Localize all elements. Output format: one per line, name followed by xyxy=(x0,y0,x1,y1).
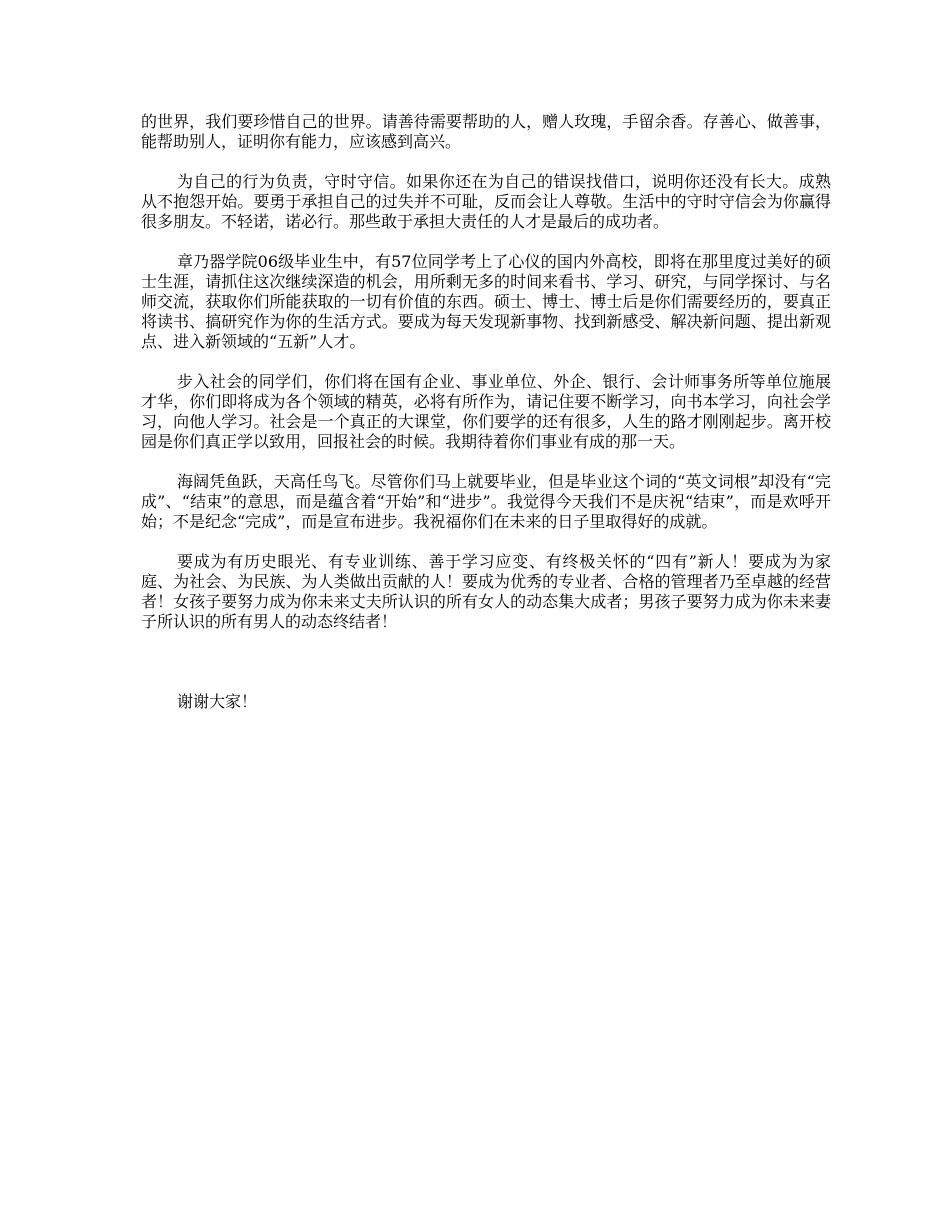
paragraph-continued: 的世界，我们要珍惜自己的世界。请善待需要帮助的人，赠人玫瑰，手留余香。存善心、做善事，能帮助别人，证明你有能力，应该感到高兴。 xyxy=(141,112,831,151)
paragraph-entering-society: 步入社会的同学们，你们将在国有企业、事业单位、外企、银行、会计师事务所等单位施展才华，你们即将成为各个领域的精英，必将有所作为，请记住要不断学习，向书本学习，向社会学习，向他人学习。社会是一个真正的大课堂，你们要学的还有很多，人生的路才刚刚起步。离开校园是你们真正学以致用，回报社会的时候。我期待着你们事业有成的那一天。 xyxy=(141,372,831,451)
document-body xyxy=(141,112,831,732)
paragraph-new-beginning: 海阔凭鱼跃，天高任鸟飞。尽管你们马上就要毕业，但是毕业这个词的“英文词根”却没有“完成”、“结束”的意思，而是蕴含着“开始”和“进步”。我觉得今天我们不是庆祝“结束”，而是欢呼开始；不是纪念“完成”，而是宣布进步。我祝福你们在未来的日子里取得好的成就。 xyxy=(141,472,831,531)
paragraph-aspirations: 要成为有历史眼光、有专业训练、善于学习应变、有终极关怀的“四有”新人！要成为为家庭、为社会、为民族、为人类做出贡献的人！要成为优秀的专业者、合格的管理者乃至卓越的经营者！女孩子要努力成为你未来丈夫所认识的所有女人的动态集大成者；男孩子要努力成为你未来妻子所认识的所有男人的动态终结者！ xyxy=(141,552,831,631)
closing-thanks: 谢谢大家！ xyxy=(177,692,258,711)
paragraph-responsibility: 为自己的行为负责，守时守信。如果你还在为自己的错误找借口，说明你还没有长大。成熟从不抱怨开始。要勇于承担自己的过失并不可耻，反而会让人尊敬。生活中的守时守信会为你赢得很多朋友。不轻诺，诺必行。那些敢于承担大责任的人才是最后的成功者。 xyxy=(141,172,831,231)
paragraph-graduate-study: 章乃器学院06级毕业生中，有57位同学考上了心仪的国内外高校，即将在那里度过美好的硕士生涯，请抓住这次继续深造的机会，用所剩无多的时间来看书、学习、研究，与同学探讨、与名师交流，获取你们所能获取的一切有价值的东西。硕士、博士、博士后是你们需要经历的，要真正将读书、搞研究作为你的生活方式。要成为每天发现新事物、找到新感受、解决新问题、提出新观点、进入新领域的“五新”人才。 xyxy=(141,252,831,351)
